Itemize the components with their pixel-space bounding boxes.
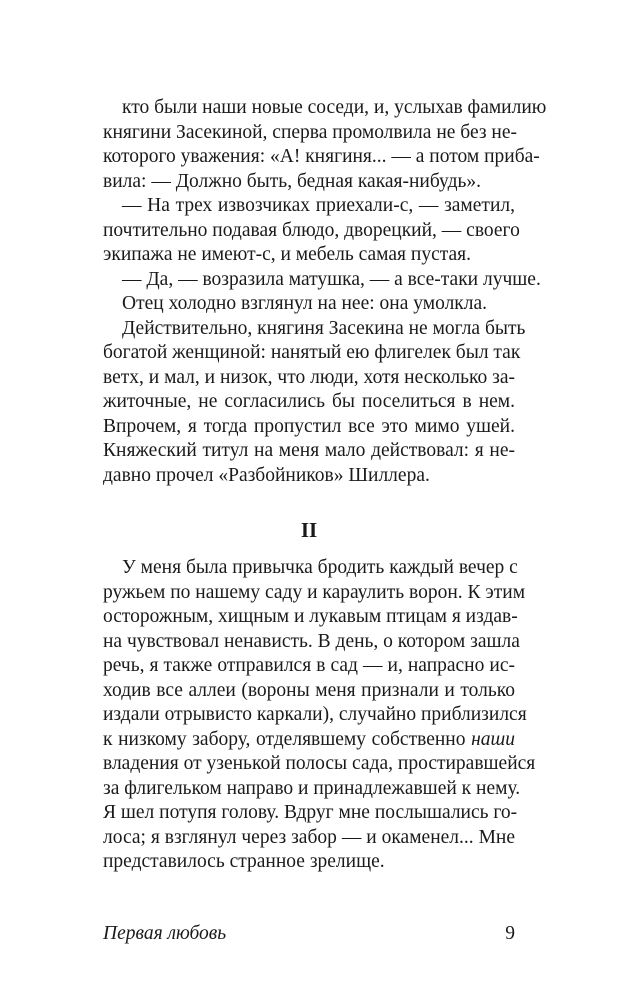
text-line [103,581,526,606]
text-line [103,679,515,704]
text-line [103,243,515,268]
line-text: житочные, не согласились бы поселиться в нем. [103,391,515,412]
text-line [103,850,515,875]
text-line [103,268,541,293]
line-text: богатой женщиной: нанятый ею флигелек был так [103,342,521,363]
line-text: Впрочем, я тогда пропустил все это мимо ушей. [103,415,515,437]
line-text: издали отрывисто каркали), случайно приблизился [103,704,527,725]
line-text: экипажа не имеют-с, и мебель самая пустая. [103,244,471,265]
line-text: представилось странное зрелище. [103,851,385,872]
line-text: Я шел потупя голову. Вдруг мне послышались го- [103,802,518,823]
text-line [103,292,515,317]
text-line [103,826,515,851]
text-line [103,439,515,464]
line-text: — Да, — возразила матушка, — а все-таки лучше. [122,268,541,290]
line-text: У меня была привычка бродить каждый вечер с [122,557,518,578]
line-text: осторожным, хищным и лукавым птицам я издав- [103,606,518,627]
line-text: Действительно, княгиня Засекина не могла быть [122,317,526,339]
text-line [103,341,521,366]
line-text: княгини Засекиной, сперва промолвила не без не- [103,121,518,143]
line-text: которого уважения: «А! княгиня... — а потом приба- [103,146,540,167]
paragraph [103,317,526,489]
text-line [103,605,518,630]
text-line [103,728,515,753]
text-line [103,464,515,489]
text-line [103,801,518,826]
text-line [103,415,515,440]
text-line [103,654,515,679]
line-text: речь, я также отправился в сад — и, напрасно ис- [103,655,515,676]
line-text: ветх, и мал, и низок, что люди, хотя несколько за- [103,366,515,388]
line-text: вила: — Должно быть, бедная какая-нибудь». [103,170,482,192]
text-line [103,777,521,802]
chapter-heading: II [300,518,318,542]
paragraph [103,268,541,293]
text-line [103,219,520,244]
text-line [103,366,515,391]
text-line [103,121,518,146]
line-text: — На трех извозчиках приехали-с, — заметил, [122,195,515,216]
text-line [103,145,540,170]
text-section-1 [103,96,547,488]
line-text: на чувствовал ненависть. В день, о котором зашла [103,630,520,652]
line-text: кто были наши новые соседи, и, услыхав фамилию [122,97,547,118]
page-number: 9 [505,923,515,944]
line-text: лоса; я взглянул через забор — и окаменел... Мне [103,826,515,848]
text-line [103,630,520,655]
text-line [103,703,527,728]
paragraph [103,194,520,268]
line-text: Княжеский титул на меня мало действовал: я не- [103,440,515,461]
line-text: почтительно подавая блюдо, дворецкий, — своего [103,219,520,241]
line-text: ружьем по нашему саду и караулить ворон. К этим [103,581,526,603]
line-text: за флигельком направо и принадлежавшей к нему. [103,777,521,799]
text-line [103,752,536,777]
paragraph [103,292,515,317]
line-text: ходив все аллеи (вороны меня признали и только [103,679,515,701]
emphasized-word: наши [471,728,515,750]
text-section-2 [103,556,536,875]
text-line [103,170,515,195]
text-line [103,96,547,121]
text-line [103,194,515,219]
paragraph [103,96,547,194]
line-text: к низкому забору, отделявшему собственно [103,728,472,750]
line-text: давно прочел «Разбойников» Шиллера. [103,464,430,486]
text-line [103,390,515,415]
page-footer [103,922,515,946]
line-text: Отец холодно взглянул на нее: она умолкла. [122,293,488,314]
text-line [103,556,518,581]
paragraph [103,556,536,875]
text-line [103,317,526,342]
line-text: владения от узенькой полосы сада, простиравшейся [103,753,536,774]
running-title: Первая любовь [103,923,227,944]
